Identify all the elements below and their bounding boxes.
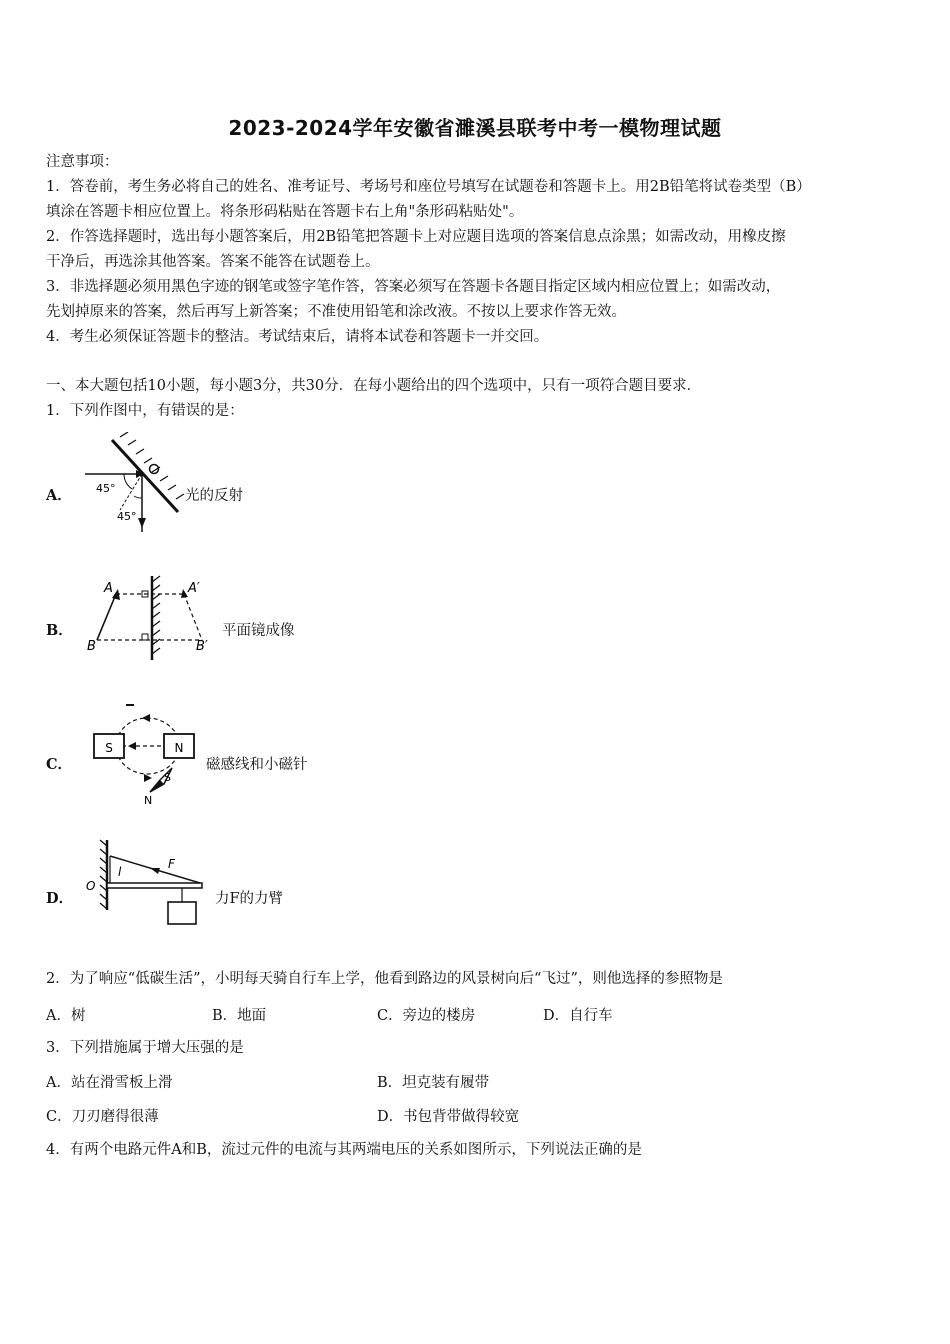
question-4-stem: 4．有两个电路元件A和B，流过元件的电流与其两端电压的关系如图所示，下列说法正确的是 [46,1142,642,1158]
mirror-surface [112,440,178,512]
question-1-stem: 1．下列作图中，有错误的是： [46,403,244,419]
notice-line: 干净后，再选涂其他答案。答案不能答在试题卷上。 [46,254,380,270]
q2-option-c: C．旁边的楼房 [377,1008,476,1024]
right-angle-mark [142,634,148,640]
force-label: F [168,857,175,871]
magnet-s-label: S [105,741,113,755]
object-arrow [97,594,116,640]
q3-option-c: C．刀刃磨得很薄 [46,1109,159,1125]
label-b: B [87,639,96,654]
question-3-stem: 3．下列措施属于增大压强的是 [46,1040,244,1056]
arm-label: l [118,865,122,879]
reflected-arrow [138,518,146,528]
option-d-letter: D． [46,890,74,907]
notice-line: 先划掉原来的答案，然后再写上新答案；不准使用铅笔和涂改液。不按以上要求作答无效。 [46,304,626,320]
q2-option-b: B．地面 [212,1008,267,1024]
option-b-label: 平面镜成像 [222,623,295,639]
magnet-n-label: N [174,741,184,755]
field-arrow-middle [128,742,136,750]
page-title: 2023-2024学年安徽省濉溪县联考中考一模物理试题 [228,116,722,140]
needle-n-label: N [144,794,153,807]
notice-line: 3．非选择题必须用黑色字迹的钢笔或签字笔作答，答案必须写在答题卡各题目指定区域内相应位置上；如需改动， [46,279,781,295]
label-a-prime: A′ [188,581,200,596]
field-arrow-bottom [144,774,152,782]
field-arrow-top [142,714,150,722]
angle-label-1: 45° [96,482,116,495]
pivot-label: O [86,879,96,893]
label-b-prime: B′ [196,639,208,654]
notice-line: 2．作答选择题时，选出每小题答案后，用2B铅笔把答题卡上对应题目选项的答案信息点涂黑；如需改动，用橡皮擦 [46,229,786,245]
lever-bar [107,883,202,888]
q3-option-b: B．坦克装有履带 [377,1075,490,1091]
option-a-letter: A． [46,487,72,504]
q2-option-a: A．树 [46,1008,86,1024]
lever-arm-diagram [82,838,212,934]
notice-line: 填涂在答题卡相应位置上。将条形码粘贴在答题卡右上角"条形码粘贴处"。 [46,204,524,220]
magnet-field-diagram [88,704,203,808]
option-b-letter: B． [46,622,73,639]
angle-arc-1 [124,474,132,489]
question-2-stem: 2．为了响应“低碳生活”，小明每天骑自行车上学，他看到路边的风景树向后“飞过”，则他选择的参照物是 [46,971,723,987]
image-arrow [184,594,202,640]
q3-option-d: D．书包背带做得较宽 [377,1109,520,1125]
option-c-letter: C． [46,756,73,773]
q3-option-a: A．站在滑雪板上滑 [46,1075,173,1091]
label-a: A [104,581,113,596]
normal-line [120,474,142,510]
notice-line: 4．考生必须保证答题卡的整洁。考试结束后，请将本试卷和答题卡一并交回。 [46,329,549,345]
option-a-label: 光的反射 [185,488,243,504]
needle-s-label: S [164,771,171,784]
image-arrowhead [181,589,188,598]
plane-mirror-diagram [84,574,219,664]
section-heading: 一、本大题包括10小题，每小题3分，共30分．在每小题给出的四个选项中，只有一项符合题目要求． [46,378,702,394]
q2-option-d: D．自行车 [543,1008,613,1024]
option-d-label: 力F的力臂 [215,891,284,907]
reflection-diagram [80,432,185,540]
notice-line: 1．答卷前，考生务必将自己的姓名、准考证号、考场号和座位号填写在试题卷和答题卡上。用2B铅笔将试卷类型（B） [46,179,811,195]
angle-label-2: 45° [117,510,137,523]
option-c-label: 磁感线和小磁针 [206,757,308,773]
hanging-weight [168,902,196,924]
force-arrowhead [150,868,160,874]
notice-heading: 注意事项： [46,154,119,170]
angle-arc-2 [134,496,142,498]
